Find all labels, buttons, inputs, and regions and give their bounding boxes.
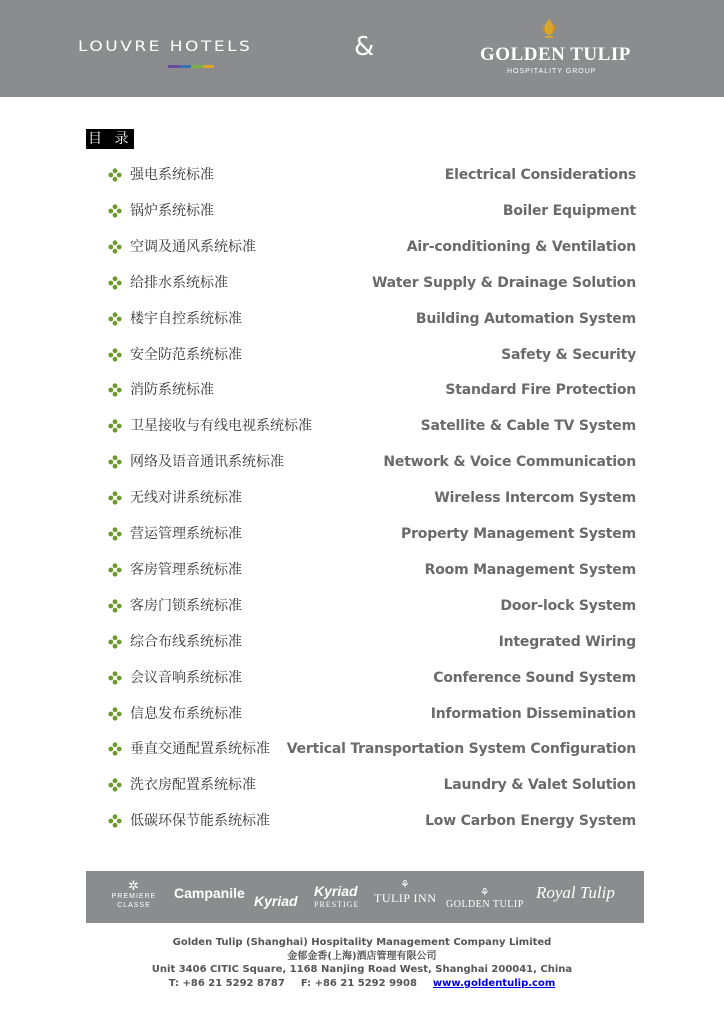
toc-item-english: Satellite & Cable TV System (420, 418, 636, 435)
toc-item (108, 561, 638, 585)
diamond-bullet-icon (108, 312, 122, 326)
brand-band (86, 871, 644, 923)
diamond-bullet-icon (108, 491, 122, 505)
diamond-bullet-icon (108, 419, 122, 433)
tulip-inn-logo (374, 879, 436, 906)
toc-item (108, 740, 638, 764)
toc-item-chinese: 客房门锁系统标准 (130, 597, 242, 614)
toc-item-english: Building Automation System (415, 310, 636, 327)
premiere-classe-logo (106, 879, 162, 910)
toc-item (108, 310, 638, 334)
louvre-bar (180, 65, 192, 68)
golden-tulip-brand-logo (446, 887, 524, 910)
tulip-inn-tulip-icon: ⚘ (400, 879, 411, 891)
diamond-bullet-icon (108, 455, 122, 469)
footer-website-link[interactable]: www.goldentulip.com (432, 977, 556, 989)
diamond-bullet-icon (108, 348, 122, 362)
toc-item-english: Integrated Wiring (498, 633, 636, 650)
louvre-color-bars (168, 65, 214, 68)
footer-fax: F: +86 21 5292 9908 (300, 977, 417, 989)
toc-item-chinese: 客房管理系统标准 (130, 561, 242, 578)
toc-item-chinese: 低碳环保节能系统标准 (130, 813, 270, 830)
diamond-bullet-icon (108, 276, 122, 290)
kyriad-prestige-logo (314, 884, 359, 912)
toc-item (108, 705, 638, 729)
toc-item-chinese: 垂直交通配置系统标准 (130, 741, 270, 758)
toc-item-english: Air-conditioning & Ventilation (406, 238, 636, 255)
premiere-classe-line2: CLASSE (117, 902, 151, 909)
toc-item (108, 776, 638, 800)
premiere-classe-line1: PREMIERE (111, 893, 157, 900)
toc-item (108, 597, 638, 621)
footer-contact (0, 977, 724, 991)
toc-item-chinese: 消防系统标准 (130, 382, 214, 399)
diamond-bullet-icon (108, 635, 122, 649)
toc-item (108, 489, 638, 513)
golden-tulip-brand-icon: ⚘ (479, 887, 491, 899)
louvre-bar (203, 65, 215, 68)
toc-item-chinese: 营运管理系统标准 (130, 526, 242, 542)
diamond-bullet-icon (108, 814, 122, 828)
toc-item-english: Boiler Equipment (502, 202, 636, 219)
golden-tulip-brand-name: GOLDEN TULIP (446, 899, 524, 910)
diamond-bullet-icon (108, 742, 122, 756)
diamond-bullet-icon (108, 527, 122, 541)
toc-item-chinese: 网络及语音通讯系统标准 (130, 454, 284, 471)
toc-item (108, 812, 638, 836)
diamond-bullet-icon (108, 707, 122, 721)
footer-address: Unit 3406 CITIC Square, 1168 Nanjing Road West, Shanghai 200041, China (151, 964, 573, 975)
toc-item (108, 202, 638, 226)
footer (0, 936, 724, 990)
toc-item (108, 381, 638, 405)
ampersand: & (354, 32, 375, 62)
diamond-bullet-icon (108, 599, 122, 613)
golden-tulip-logo-sub: HOSPITALITY GROUP (507, 68, 597, 75)
diamond-bullet-icon (108, 778, 122, 792)
campanile-logo: Campanile (174, 885, 245, 901)
toc-title: 目 录 (88, 131, 133, 147)
toc-item (108, 633, 638, 657)
toc-item-english: Conference Sound System (433, 669, 636, 686)
toc-item-chinese: 洗衣房配置系统标准 (130, 777, 256, 794)
toc-item-chinese: 卫星接收与有线电视系统标准 (130, 418, 312, 435)
toc-item-chinese: 锅炉系统标准 (130, 202, 214, 219)
toc-item (108, 274, 638, 298)
louvre-bar (191, 65, 203, 68)
toc-item-english: Water Supply & Drainage Solution (371, 274, 636, 291)
louvre-bar (168, 65, 180, 68)
toc-item (108, 417, 638, 441)
toc-item-english: Laundry & Valet Solution (443, 777, 636, 794)
diamond-bullet-icon (108, 383, 122, 397)
kyriad-logo: Kyriad (254, 893, 298, 909)
toc-item-chinese: 给排水系统标准 (130, 274, 228, 291)
kyriad-prestige-sub: PRESTIGE (314, 900, 360, 909)
toc-item-chinese: 楼宇自控系统标准 (130, 310, 242, 327)
toc-item-english: Room Management System (424, 561, 636, 578)
diamond-bullet-icon (108, 671, 122, 685)
header-band (0, 0, 724, 97)
toc-item-english: Network & Voice Communication (383, 454, 636, 471)
footer-phone: T: +86 21 5292 8787 (168, 977, 285, 989)
toc-item-english: Safety & Security (501, 346, 636, 363)
toc-item-chinese: 信息发布系统标准 (130, 705, 242, 722)
toc-item (108, 669, 638, 693)
toc-item-english: Wireless Intercom System (434, 490, 636, 507)
toc-item-chinese: 无线对讲系统标准 (130, 490, 242, 507)
toc-item-chinese: 会议音响系统标准 (130, 669, 242, 686)
toc-item (108, 346, 638, 370)
louvre-hotels-logo: LOUVRE HOTELS (78, 38, 253, 55)
toc-item-chinese: 综合布线系统标准 (130, 633, 242, 650)
toc-item-english: Low Carbon Energy System (425, 813, 636, 830)
toc-item-chinese: 空调及通风系统标准 (130, 238, 256, 255)
toc-item (108, 166, 638, 190)
toc-item-chinese: 强电系统标准 (130, 167, 214, 183)
premiere-classe-flower-icon: ✲ (128, 878, 140, 893)
toc-item (108, 453, 638, 477)
toc-item (108, 525, 638, 549)
toc-item-english: Information Dissemination (430, 705, 636, 722)
footer-company-zh: 金郁金香(上海)酒店管理有限公司 (287, 950, 437, 962)
royal-tulip-logo: Royal Tulip (536, 883, 615, 902)
kyriad-prestige-name: Kyriad (314, 883, 358, 899)
toc-item-english: Standard Fire Protection (445, 382, 636, 399)
diamond-bullet-icon (108, 168, 122, 182)
golden-tulip-logo-name: GOLDEN TULIP (480, 44, 631, 65)
diamond-bullet-icon (108, 204, 122, 218)
toc-item-english: Property Management System (401, 526, 636, 542)
diamond-bullet-icon (108, 563, 122, 577)
toc-item-english: Door-lock System (500, 597, 636, 614)
toc-item (108, 238, 638, 262)
diamond-bullet-icon (108, 240, 122, 254)
toc-item-chinese: 安全防范系统标准 (130, 346, 242, 363)
toc-item-english: Vertical Transportation System Configuration (286, 741, 636, 758)
footer-company-en: Golden Tulip (Shanghai) Hospitality Management Company Limited (172, 937, 552, 948)
tulip-inn-name: TULIP INN (374, 891, 437, 905)
golden-tulip-icon (540, 18, 558, 40)
toc-item-english: Electrical Considerations (444, 167, 636, 183)
